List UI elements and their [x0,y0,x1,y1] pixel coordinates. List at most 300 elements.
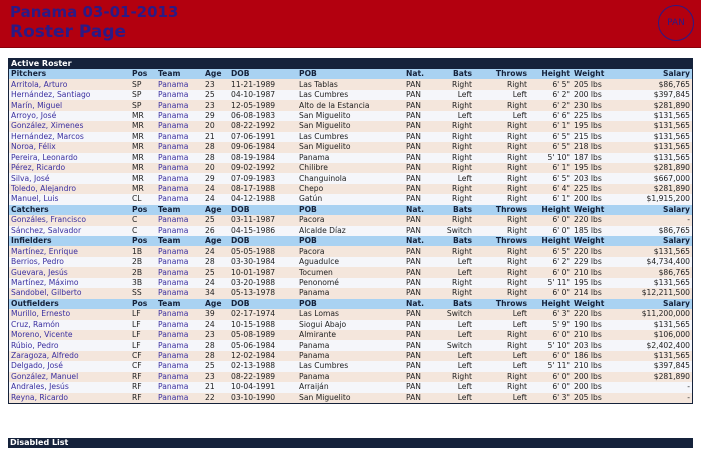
table-row [9,121,692,131]
dob: 10-01-1987 [229,267,297,277]
column-header-dob[interactable]: DOB [229,236,297,246]
column-header-height[interactable]: Height [529,299,572,309]
salary: $131,565 [622,153,692,163]
throws: Left [474,111,529,121]
player-name-link[interactable]: Toledo, Alejandro [9,184,130,194]
team-link[interactable]: Panama [156,257,203,267]
table-row [9,132,692,142]
player-name-link[interactable]: Andrales, Jesús [9,382,130,392]
weight: 203 lbs [572,173,622,183]
bats: Right [444,142,474,152]
dob: 10-15-1988 [229,320,297,330]
throws: Left [474,320,529,330]
bats: Left [444,90,474,100]
age: 21 [203,132,229,142]
team-link[interactable]: Panama [156,111,203,121]
salary: - [622,215,692,225]
column-header-pob[interactable]: POB [297,236,404,246]
throws: Left [474,361,529,371]
nationality: PAN [404,142,444,152]
player-name-link[interactable]: Marín, Miguel [9,100,130,110]
throws: Right [474,163,529,173]
team-link[interactable]: Panama [156,372,203,382]
height: 6' 3" [529,309,572,319]
salary: $12,211,500 [622,288,692,298]
team-link[interactable]: Panama [156,184,203,194]
position: 2B [130,267,156,277]
table-row [9,361,692,371]
bats: Right [444,132,474,142]
age: 29 [203,173,229,183]
age: 25 [203,90,229,100]
dob: 06-08-1983 [229,111,297,121]
throws: Right [474,142,529,152]
throws: Right [474,215,529,225]
bats: Right [444,121,474,131]
player-name-link[interactable]: Cruz, Ramón [9,320,130,330]
column-header-bats[interactable]: Bats [444,299,474,309]
height: 6' 5" [529,246,572,256]
position: SP [130,79,156,89]
pob: Panama [297,288,404,298]
column-header-team[interactable]: Team [156,69,203,79]
active-roster-table [8,58,693,404]
section-title: Pitchers [9,69,130,79]
weight: 220 lbs [572,309,622,319]
roster-table [9,69,692,403]
pob: Las Lomas [297,309,404,319]
dob: 05-08-1989 [229,330,297,340]
pob: Aguadulce [297,257,404,267]
column-header-bats[interactable]: Bats [444,236,474,246]
nationality: PAN [404,320,444,330]
weight: 218 lbs [572,142,622,152]
column-header-nationality[interactable]: Nat. [404,205,444,215]
bats: Left [444,382,474,392]
column-header-nationality[interactable]: Nat. [404,236,444,246]
nationality: PAN [404,226,444,236]
team-link[interactable]: Panama [156,215,203,225]
dob: 03-30-1984 [229,257,297,267]
column-header-team[interactable]: Team [156,205,203,215]
player-name-link[interactable]: Delgado, José [9,361,130,371]
throws: Right [474,79,529,89]
weight: 195 lbs [572,278,622,288]
column-header-dob[interactable]: DOB [229,299,297,309]
bats: Right [444,184,474,194]
salary: $2,402,400 [622,340,692,350]
player-name-link[interactable]: Noroa, Félix [9,142,130,152]
pob: Las Cumbres [297,132,404,142]
player-name-link[interactable]: González, Manuel [9,372,130,382]
age: 20 [203,121,229,131]
salary: $86,765 [622,226,692,236]
pob: Panama [297,340,404,350]
position: MR [130,132,156,142]
column-header-position[interactable]: Pos [130,69,156,79]
position: RF [130,372,156,382]
column-header-weight[interactable]: Weight [572,205,622,215]
column-header-throws[interactable]: Throws [474,299,529,309]
player-name-link[interactable]: Sánchez, Salvador [9,226,130,236]
weight: 210 lbs [572,267,622,277]
team-link[interactable]: Panama [156,163,203,173]
table-row [9,340,692,350]
player-name-link[interactable]: Guevara, Jesús [9,267,130,277]
team-link[interactable]: Panama [156,278,203,288]
position: MR [130,153,156,163]
team-link[interactable]: Panama [156,142,203,152]
salary: $11,200,000 [622,309,692,319]
age: 24 [203,184,229,194]
team-link[interactable]: Panama [156,246,203,256]
height: 6' 1" [529,194,572,204]
player-name-link[interactable]: Berrios, Pedro [9,257,130,267]
throws: Right [474,267,529,277]
player-name-link[interactable]: Pérez, Ricardo [9,163,130,173]
pob: Las Tablas [297,79,404,89]
weight: 210 lbs [572,330,622,340]
team-link[interactable]: Panama [156,194,203,204]
position: 1B [130,246,156,256]
nationality: PAN [404,153,444,163]
weight: 220 lbs [572,246,622,256]
bats: Switch [444,340,474,350]
player-name-link[interactable]: Murillo, Ernesto [9,309,130,319]
age: 34 [203,288,229,298]
team-link[interactable]: Panama [156,226,203,236]
height: 5' 11" [529,361,572,371]
position: 3B [130,278,156,288]
dob: 05-13-1978 [229,288,297,298]
age: 23 [203,330,229,340]
dob: 08-17-1988 [229,184,297,194]
nationality: PAN [404,267,444,277]
player-name-link[interactable]: Arritola, Arturo [9,79,130,89]
throws: Right [474,184,529,194]
team-link[interactable]: Panama [156,153,203,163]
table-row [9,215,692,225]
bats: Left [444,267,474,277]
weight: 205 lbs [572,79,622,89]
player-name-link[interactable]: Zaragoza, Alfredo [9,351,130,361]
age: 23 [203,100,229,110]
page-subtitle: Roster Page [10,22,127,42]
bats: Right [444,278,474,288]
weight: 205 lbs [572,393,622,403]
table-row [9,194,692,204]
column-header-height[interactable]: Height [529,236,572,246]
disabled-list-title: Disabled List [8,438,693,448]
column-header-throws[interactable]: Throws [474,236,529,246]
salary: $281,890 [622,100,692,110]
salary: $131,565 [622,278,692,288]
height: 6' 5" [529,132,572,142]
age: 25 [203,267,229,277]
bats: Right [444,215,474,225]
throws: Right [474,132,529,142]
bats: Right [444,79,474,89]
bats: Left [444,330,474,340]
age: 24 [203,320,229,330]
nationality: PAN [404,173,444,183]
throws: Right [474,372,529,382]
height: 6' 0" [529,351,572,361]
team-link[interactable]: Panama [156,361,203,371]
team-link[interactable]: Panama [156,309,203,319]
weight: 230 lbs [572,100,622,110]
height: 6' 1" [529,163,572,173]
pob: Arraiján [297,382,404,392]
salary: $4,734,400 [622,257,692,267]
table-row [9,226,692,236]
bats: Right [444,153,474,163]
height: 6' 3" [529,393,572,403]
column-header-age[interactable]: Age [203,299,229,309]
weight: 200 lbs [572,90,622,100]
team-link[interactable]: Panama [156,100,203,110]
salary: $397,845 [622,361,692,371]
section-header-infielders [9,236,692,246]
age: 26 [203,226,229,236]
dob: 03-10-1990 [229,393,297,403]
player-name-link[interactable]: Silva, José [9,173,130,183]
player-name-link[interactable]: Pereira, Leonardo [9,153,130,163]
age: 28 [203,340,229,350]
position: RF [130,382,156,392]
throws: Left [474,351,529,361]
column-header-pob[interactable]: POB [297,69,404,79]
height: 6' 5" [529,142,572,152]
throws: Right [474,194,529,204]
player-name-link[interactable]: Rúbio, Pedro [9,340,130,350]
bats: Right [444,163,474,173]
column-header-pob[interactable]: POB [297,205,404,215]
bats: Left [444,361,474,371]
bats: Switch [444,309,474,319]
dob: 02-17-1974 [229,309,297,319]
player-name-link[interactable]: Hernández, Marcos [9,132,130,142]
table-row [9,351,692,361]
section-title: Outfielders [9,299,130,309]
weight: 220 lbs [572,215,622,225]
player-name-link[interactable]: Sandobel, Gilberto [9,288,130,298]
height: 6' 6" [529,111,572,121]
player-name-link[interactable]: Martínez, Máximo [9,278,130,288]
table-row [9,278,692,288]
column-header-bats[interactable]: Bats [444,205,474,215]
team-link[interactable]: Panama [156,288,203,298]
team-link[interactable]: Panama [156,320,203,330]
nationality: PAN [404,121,444,131]
height: 6' 5" [529,79,572,89]
section-header-catchers [9,205,692,215]
pob: Pacora [297,246,404,256]
salary: $131,565 [622,246,692,256]
column-header-position[interactable]: Pos [130,205,156,215]
throws: Right [474,382,529,392]
column-header-age[interactable]: Age [203,69,229,79]
table-row [9,382,692,392]
column-header-salary[interactable]: Salary [622,205,692,215]
pob: Gatún [297,194,404,204]
bats: Left [444,320,474,330]
column-header-weight[interactable]: Weight [572,299,622,309]
height: 6' 0" [529,330,572,340]
pob: San Miguelito [297,111,404,121]
team-link[interactable]: Panama [156,330,203,340]
table-row [9,257,692,267]
dob: 08-19-1984 [229,153,297,163]
height: 6' 0" [529,226,572,236]
player-name-link[interactable]: Moreno, Vicente [9,330,130,340]
height: 6' 2" [529,257,572,267]
pob: Penonomé [297,278,404,288]
table-row [9,320,692,330]
section-title: Catchers [9,205,130,215]
salary: $131,565 [622,111,692,121]
throws: Right [474,153,529,163]
team-link[interactable]: Panama [156,382,203,392]
table-row [9,90,692,100]
dob: 09-02-1992 [229,163,297,173]
nationality: PAN [404,309,444,319]
nationality: PAN [404,351,444,361]
position: MR [130,142,156,152]
team-link[interactable]: Panama [156,340,203,350]
pob: Chilibre [297,163,404,173]
column-header-nationality[interactable]: Nat. [404,69,444,79]
column-header-dob[interactable]: DOB [229,69,297,79]
position: MR [130,163,156,173]
column-header-throws[interactable]: Throws [474,69,529,79]
weight: 186 lbs [572,351,622,361]
age: 28 [203,153,229,163]
column-header-height[interactable]: Height [529,69,572,79]
age: 21 [203,382,229,392]
salary: $131,565 [622,121,692,131]
player-name-link[interactable]: González, Ximenes [9,121,130,131]
salary: $131,565 [622,132,692,142]
column-header-salary[interactable]: Salary [622,69,692,79]
column-header-height[interactable]: Height [529,205,572,215]
team-link[interactable]: Panama [156,393,203,403]
team-link[interactable]: Panama [156,132,203,142]
column-header-team[interactable]: Team [156,299,203,309]
team-link[interactable]: Panama [156,351,203,361]
age: 22 [203,393,229,403]
column-header-team[interactable]: Team [156,236,203,246]
pob: Tocumen [297,267,404,277]
nationality: PAN [404,100,444,110]
column-header-position[interactable]: Pos [130,236,156,246]
nationality: PAN [404,215,444,225]
column-header-bats[interactable]: Bats [444,69,474,79]
position: CL [130,194,156,204]
team-link[interactable]: Panama [156,79,203,89]
age: 23 [203,79,229,89]
pob: Las Cumbres [297,90,404,100]
age: 24 [203,278,229,288]
player-name-link[interactable]: Hernández, Santiago [9,90,130,100]
position: MR [130,111,156,121]
salary: $86,765 [622,267,692,277]
salary: $131,565 [622,351,692,361]
height: 5' 11" [529,278,572,288]
column-header-age[interactable]: Age [203,236,229,246]
column-header-age[interactable]: Age [203,205,229,215]
player-name-link[interactable]: Manuel, Luis [9,194,130,204]
player-name-link[interactable]: Gonzáles, Francisco [9,215,130,225]
column-header-pob[interactable]: POB [297,299,404,309]
position: CF [130,361,156,371]
throws: Right [474,226,529,236]
table-row [9,372,692,382]
salary: - [622,393,692,403]
dob: 07-09-1983 [229,173,297,183]
player-name-link[interactable]: Martínez, Enrique [9,246,130,256]
nationality: PAN [404,372,444,382]
team-link[interactable]: Panama [156,173,203,183]
column-header-position[interactable]: Pos [130,299,156,309]
pob: Changuinola [297,173,404,183]
dob: 10-04-1991 [229,382,297,392]
column-header-dob[interactable]: DOB [229,205,297,215]
nationality: PAN [404,393,444,403]
column-header-salary[interactable]: Salary [622,236,692,246]
pob: Siogui Abajo [297,320,404,330]
column-header-weight[interactable]: Weight [572,236,622,246]
weight: 200 lbs [572,372,622,382]
table-row [9,111,692,121]
age: 29 [203,111,229,121]
column-header-weight[interactable]: Weight [572,69,622,79]
column-header-throws[interactable]: Throws [474,205,529,215]
age: 24 [203,246,229,256]
pob: Las Cumbres [297,361,404,371]
height: 5' 9" [529,320,572,330]
dob: 08-22-1992 [229,121,297,131]
player-name-link[interactable]: Arroyo, José [9,111,130,121]
height: 5' 10" [529,153,572,163]
weight: 225 lbs [572,184,622,194]
salary: $86,765 [622,79,692,89]
salary: $397,845 [622,90,692,100]
height: 6' 0" [529,215,572,225]
pob: Alcalde Díaz [297,226,404,236]
salary: $131,565 [622,142,692,152]
position: LF [130,320,156,330]
team-link[interactable]: Panama [156,121,203,131]
column-header-nationality[interactable]: Nat. [404,299,444,309]
weight: 210 lbs [572,361,622,371]
salary: $1,915,200 [622,194,692,204]
bats: Left [444,173,474,183]
dob: 08-22-1989 [229,372,297,382]
salary: $281,890 [622,163,692,173]
height: 6' 1" [529,121,572,131]
column-header-salary[interactable]: Salary [622,299,692,309]
height: 6' 0" [529,372,572,382]
nationality: PAN [404,90,444,100]
nationality: PAN [404,330,444,340]
team-link[interactable]: Panama [156,90,203,100]
dob: 03-11-1987 [229,215,297,225]
team-link[interactable]: Panama [156,267,203,277]
weight: 190 lbs [572,320,622,330]
player-name-link[interactable]: Reyna, Ricardo [9,393,130,403]
table-row [9,309,692,319]
